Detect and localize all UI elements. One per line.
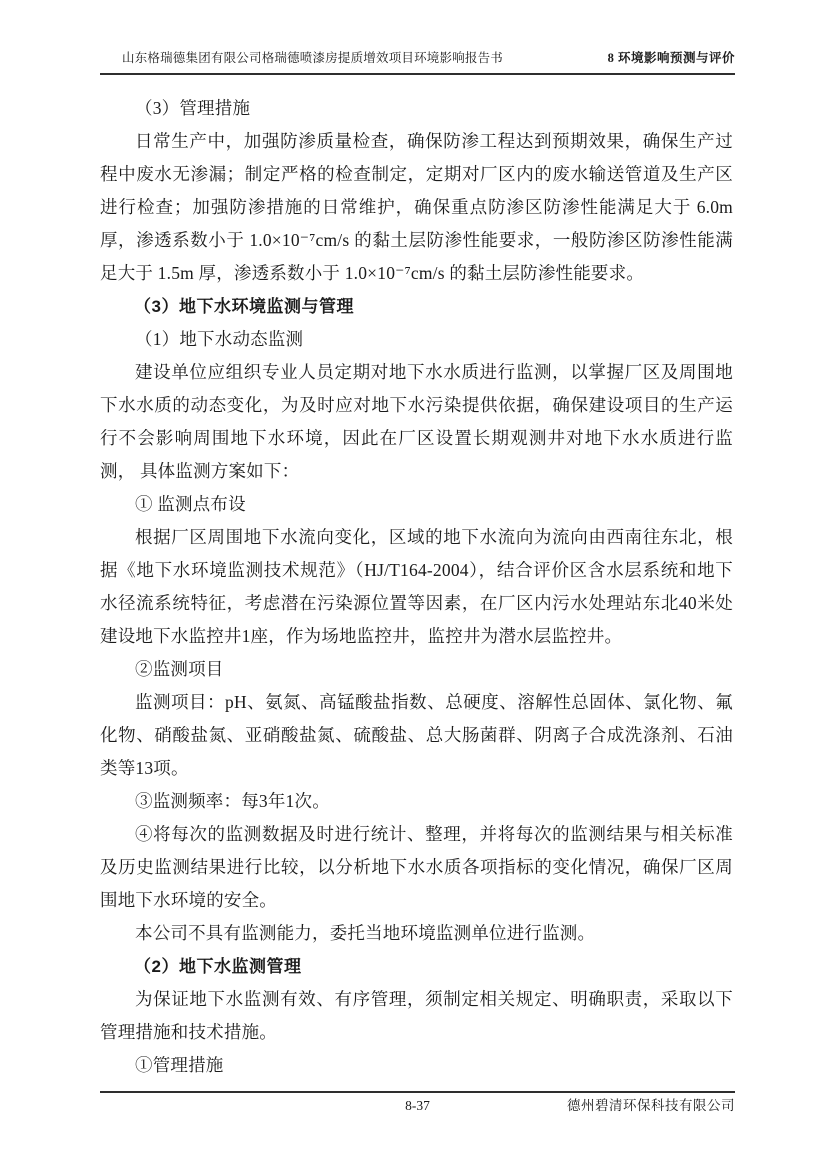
para-entrusted-monitoring: 本公司不具有监测能力，委托当地环境监测单位进行监测。 <box>135 923 596 943</box>
para-monitoring-point-details: 根据厂区周围地下水流向变化，区域的地下水流向为流向由西南往东北，根据《地下水环境监测技术规范》（HJ/T164-2004），结合评价区含水层系统和地下水径流系统特征，考虑潜在污染源位置等因素，在厂区内污水处理站东北40米处建设地下水监控井1座，作为场地监控井，监控井为潜水层监控井。 <box>100 527 733 646</box>
heading-groundwater-monitoring-management: （3）地下水环境监测与管理 <box>134 297 354 316</box>
page-number: 8-37 <box>405 1098 430 1113</box>
item-monitoring-items: ②监测项目 <box>135 659 224 679</box>
subheading-management-measures: （3）管理措施 <box>135 98 251 118</box>
header-report-title: 山东格瑞德集团有限公司格瑞德喷漆房提质增效项目环境影响报告书 <box>122 51 504 65</box>
heading-groundwater-monitoring-admin: （2）地下水监测管理 <box>134 957 302 976</box>
para-data-statistics-comparison: ④将每次的监测数据及时进行统计、整理，并将每次的监测结果与相关标准及历史监测结果进行比较，以分析地下水水质各项指标的变化情况，确保厂区周围地下水环境的安全。 <box>100 824 733 910</box>
para-management-intro: 为保证地下水监测有效、有序管理，须制定相关规定、明确职责，采取以下管理措施和技术措施。 <box>100 989 733 1042</box>
item-monitoring-point-layout: ① 监测点布设 <box>135 494 246 514</box>
para-monitoring-items-list: 监测项目：pH、氨氮、高锰酸盐指数、总硬度、溶解性总固体、氯化物、氟化物、硝酸盐氮、亚硝酸盐氮、硫酸盐、总大肠菌群、阴离子合成洗涤剂、石油类等13项。 <box>100 692 733 778</box>
para-monitoring-purpose: 建设单位应组织专业人员定期对地下水水质进行监测，以掌握厂区及周围地下水水质的动态变化，为及时应对地下水污染提供依据，确保建设项目的生产运行不会影响周围地下水环境，因此在厂区设置长期观测井对地下水水质进行监测， 具体监测方案如下： <box>100 362 733 481</box>
para-daily-production-seepage-control: 日常生产中，加强防渗质量检查，确保防渗工程达到预期效果，确保生产过程中废水无渗漏；制定严格的检查制定，定期对厂区内的废水输送管道及生产区进行检查；加强防渗措施的日常维护，确保重点防渗区防渗性能满足大于 6.0m 厚，渗透系数小于 1.0×10⁻⁷cm/s 的黏土层防渗性能要求，一般防渗区防渗性能满足大于 1.5m 厚，渗透系数小于 1.0×10⁻⁷cm/s 的黏土层防渗性能要求。 <box>100 131 733 283</box>
page-header <box>100 50 735 75</box>
item-management-measures: ①管理措施 <box>135 1055 224 1075</box>
header-chapter-title: 8 环境影响预测与评价 <box>607 51 735 65</box>
document-content <box>100 92 733 1082</box>
footer-company-name: 德州碧清环保科技有限公司 <box>567 1098 735 1113</box>
page-footer <box>100 1091 735 1115</box>
subheading-groundwater-dynamic-monitoring: （1）地下水动态监测 <box>135 329 304 349</box>
item-monitoring-frequency: ③监测频率：每3年1次。 <box>135 791 330 811</box>
